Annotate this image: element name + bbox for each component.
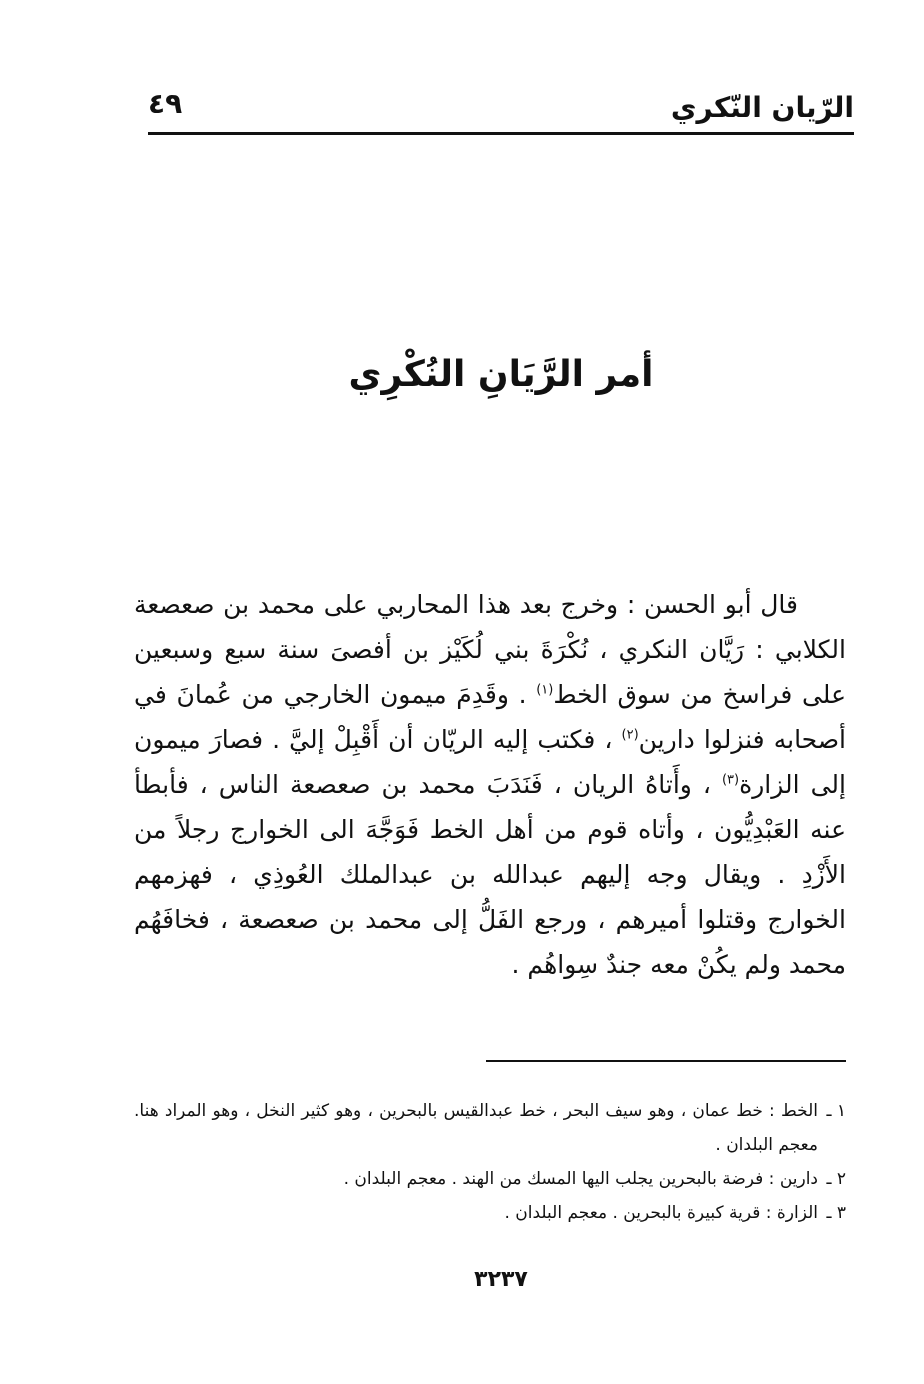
- body-text: [134, 582, 846, 987]
- footnote-text: الزارة : قرية كبيرة بالبحرين . معجم البلدان .: [504, 1203, 818, 1223]
- footer-page-number: ٣٢٣٧: [474, 1267, 528, 1292]
- footnote-3: [134, 1196, 846, 1230]
- footnote-ref-3[interactable]: (٣): [721, 772, 740, 788]
- body-text-part-2: . وقَدِمَ ميمون الخارجي من عُمانَ في أصحابه فنزلوا دارين: [134, 680, 846, 754]
- footnote-text: دارين : فرضة بالبحرين يجلب اليها المسك من الهند . معجم البلدان .: [343, 1169, 818, 1189]
- footnote-1: [134, 1094, 846, 1162]
- footnotes: [134, 1094, 846, 1230]
- header-divider: [148, 132, 854, 135]
- running-header: [148, 80, 854, 132]
- footnote-number: ٢ ـ: [826, 1169, 846, 1189]
- body-text-part-3: ، فكتب إليه الريّان أن أَقْبِلْ إليَّ . فصارَ ميمون إلى الزارة: [134, 725, 846, 799]
- footnote-number: ١ ـ: [826, 1101, 846, 1121]
- chapter-title: أمر الرَّيَانِ النُكْرِي: [348, 354, 654, 395]
- body-text-part-1: قال أبو الحسن : وخرج بعد هذا المحاربي على محمد بن صعصعة الكلابي : رَيَّان النكري ، نُكْرَةَ بني لُكَيْز بن أفصىَ سنة سبع وسبعين على فراسخ من سوق الخط: [134, 590, 846, 709]
- footnote-ref-1[interactable]: (١): [536, 682, 554, 698]
- running-title: الرّيان النّكري: [670, 91, 854, 124]
- footnote-text: الخط : خط عمان ، وهو سيف البحر ، خط عبدالقيس بالبحرين ، وهو كثير النخل ، وهو المراد هنا. معجم البلدان .: [134, 1101, 818, 1155]
- body-text-part-4: ، وأَتاهُ الريان ، فَنَدَبَ محمد بن صعصعة الناس ، فأبطأ عنه العَبْدِيُّون ، وأتاه قوم من أهل الخط فَوَجَّهَ الى الخوارج رجلاً من الأَزْدِ . ويقال وجه إليهم عبدالله بن عبدالملك العُوذِي ، فهزمهم الخوارج وقتلوا أميرهم ، ورجع الفَلُّ إلى محمد بن صعصعة ، فخافَهُم محمد ولم يكُنْ معه جندٌ سِواهُم .: [134, 770, 846, 979]
- header-page-number: ٤٩: [148, 87, 183, 120]
- footnote-number: ٣ ـ: [826, 1203, 846, 1223]
- footnote-2: [134, 1162, 846, 1196]
- footnote-divider: [486, 1060, 846, 1062]
- body-paragraph: [134, 582, 846, 987]
- footnote-ref-2[interactable]: (٢): [621, 727, 639, 743]
